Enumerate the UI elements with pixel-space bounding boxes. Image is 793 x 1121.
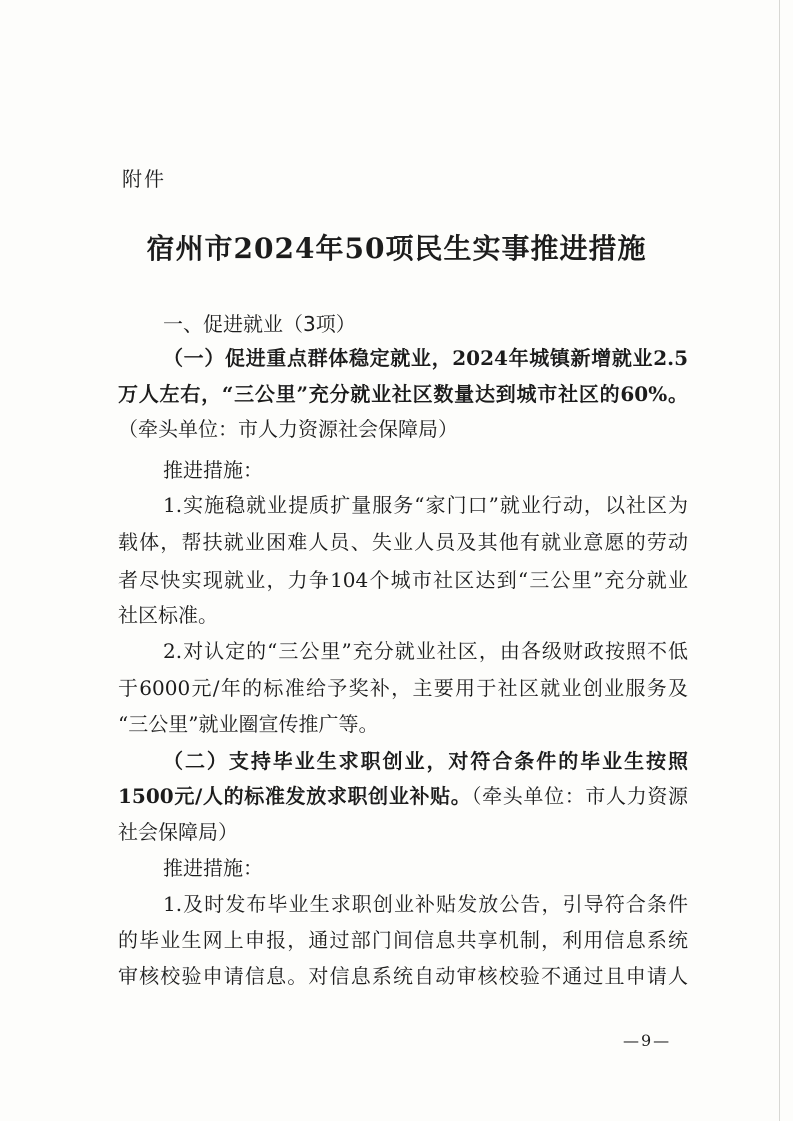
item2-measure1-line1: 1.及时发布毕业生求职创业补贴发放公告，引导符合条件 — [163, 892, 688, 916]
document-title: 宿州市2024年50项民生实事推进措施 — [146, 232, 647, 265]
item1-measure1-line1: 1.实施稳就业提质扩量服务“家门口”就业行动，以社区为 — [163, 493, 688, 517]
item2-heading-line2-bold: 1500元/人的标准发放求职创业补贴。 — [118, 784, 472, 808]
item1-measure1-line2: 载体，帮扶就业困难人员、失业人员及其他有就业意愿的劳动 — [118, 530, 688, 554]
item2-measure1-line2: 的毕业生网上申报，通过部门间信息共享机制，利用信息系统 — [118, 928, 688, 952]
item1-measure2-line3: “三公里”就业圈宣传推广等。 — [118, 712, 379, 736]
item1-measure1-line3: 者尽快实现就业，力争104个城市社区达到“三公里”充分就业 — [118, 568, 688, 592]
item1-measure2-line2: 于6000元/年的标准给予奖补，主要用于社区就业创业服务及 — [118, 676, 688, 700]
item2-lead-unit-cont: 社会保障局） — [118, 820, 238, 844]
item2-measure1-line3: 审核校验申请信息。对信息系统自动审核校验不通过且申请人 — [118, 964, 688, 988]
page-number: —9— — [623, 1031, 672, 1050]
attachment-label: 附件 — [122, 167, 166, 191]
item1-heading-line2: 万人左右，“三公里”充分就业社区数量达到城市社区的60%。 — [118, 382, 688, 406]
item1-heading-line1: （一）促进重点群体稳定就业，2024年城镇新增就业2.5 — [163, 346, 688, 370]
section-heading-employment: 一、促进就业（3项） — [163, 312, 356, 336]
item1-lead-unit: （牵头单位：市人力资源社会保障局） — [118, 417, 458, 441]
item1-measure1-line4: 社区标准。 — [118, 603, 218, 627]
item2-heading-line2 — [118, 781, 688, 811]
item2-lead-unit: （牵头单位：市人力资源 — [471, 784, 689, 808]
item1-measures-label: 推进措施： — [163, 458, 263, 482]
item2-heading-line1: （二）支持毕业生求职创业，对符合条件的毕业生按照 — [163, 749, 688, 773]
item1-measure2-line1: 2.对认定的“三公里”充分就业社区，由各级财政按照不低 — [163, 639, 688, 663]
page-edge-line — [779, 0, 780, 1121]
item2-measures-label: 推进措施： — [163, 856, 263, 880]
